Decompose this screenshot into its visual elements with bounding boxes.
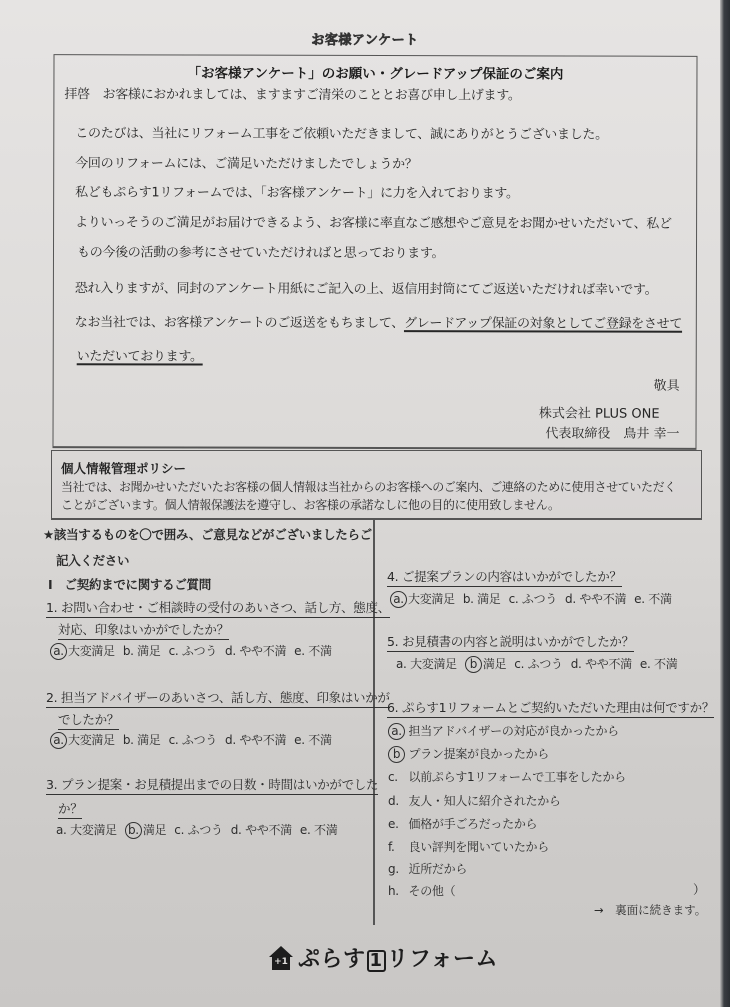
question-1: 1. お問い合わせ・ご相談時の受付のあいさつ、話し方、態度、 xyxy=(46,598,390,618)
letter-line: もの今後の活動の参考にさせていただければと思っております。 xyxy=(76,245,445,262)
reason-f[interactable]: f. 良い評判を聞いていたから xyxy=(388,840,549,854)
company-logo xyxy=(268,942,498,973)
option-a-selected[interactable]: a. 大変満足 xyxy=(50,731,115,749)
logo-text: ぷらす 1 リフォーム xyxy=(298,947,498,972)
reason-a-selected[interactable]: a. 担当アドバイザーの対応が良かったから xyxy=(388,722,619,740)
reason-c[interactable]: c. 以前ぷらす1リフォームで工事をしたから xyxy=(388,770,626,784)
option-e[interactable]: e. 不満 xyxy=(294,733,332,747)
option-b-selected[interactable]: b 満足 xyxy=(465,655,506,673)
privacy-policy-title: 個人情報管理ポリシー xyxy=(61,461,187,476)
option-b[interactable]: b. 満足 xyxy=(122,733,161,747)
question-3-cont: か？ xyxy=(58,799,82,819)
guarantee-prefix: なお当社では、お客様アンケートのご返送をもちまして、 xyxy=(74,315,405,332)
option-a-selected[interactable]: a. 大変満足 xyxy=(390,590,455,608)
guarantee-line-2 xyxy=(77,345,203,364)
option-e[interactable]: e. 不満 xyxy=(294,644,332,658)
question-4-options xyxy=(390,590,672,608)
page-edge-shadow xyxy=(720,0,730,1007)
continue-note: → 裏面に続きます。 xyxy=(594,903,707,917)
other-close-paren: ） xyxy=(693,882,706,897)
question-4: 4. ご提案プランの内容はいかがでしたか？ xyxy=(387,567,622,587)
question-3: 3. プラン提案・お見積提出までの日数・時間はいかがでした xyxy=(46,775,378,795)
reason-g[interactable]: g. 近所だから xyxy=(388,862,468,876)
house-icon xyxy=(268,945,294,971)
option-c[interactable]: c. ふつう xyxy=(168,644,217,658)
privacy-policy-text: ことがございます。個人情報保護法を遵守し、お客様の承諾なしに他の目的に使用致しません。 xyxy=(61,498,560,512)
option-c[interactable]: c. ふつう xyxy=(168,733,217,747)
letter-heading: 「お客様アンケート」のお願い・グレードアップ保証のご案内 xyxy=(187,65,564,83)
question-5-options xyxy=(396,655,677,673)
option-a[interactable]: a. 大変満足 xyxy=(56,823,117,837)
option-d[interactable]: d. やや不満 xyxy=(225,644,287,658)
option-e[interactable]: e. 不満 xyxy=(639,657,678,671)
reason-b-selected[interactable]: b プラン提案が良かったから xyxy=(388,745,549,763)
option-d[interactable]: d. やや不満 xyxy=(570,657,632,671)
letter-line: このたびは、当社にリフォーム工事をご依頼いただきまして、誠にありがとうございました。 xyxy=(75,126,608,143)
reason-h-other[interactable]: h. その他（ xyxy=(388,884,456,898)
question-1-options xyxy=(50,642,332,660)
question-2: 2. 担当アドバイザーのあいさつ、話し方、態度、印象はいかが xyxy=(46,688,390,708)
closing: 敬具 xyxy=(653,378,680,394)
option-c[interactable]: c. ふつう xyxy=(514,657,563,671)
instructions: 記入ください xyxy=(56,553,130,568)
question-2-cont: でしたか？ xyxy=(58,710,119,730)
option-e[interactable]: e. 不満 xyxy=(634,592,672,606)
section-title: Ⅰ ご契約までに関するご質問 xyxy=(48,577,211,592)
letter-line: 今回のリフォームには、ご満足いただけましたでしょうか？ xyxy=(75,156,418,173)
letter-box xyxy=(52,54,697,450)
option-b[interactable]: b. 満足 xyxy=(122,644,161,658)
option-d[interactable]: d. やや不満 xyxy=(230,823,292,837)
privacy-policy-box xyxy=(51,450,702,520)
question-1-cont: 対応、印象はいかがでしたか？ xyxy=(58,620,229,640)
question-3-options xyxy=(56,821,337,839)
option-c[interactable]: c. ふつう xyxy=(174,823,223,837)
reason-e[interactable]: e. 価格が手ごろだったから xyxy=(388,817,538,831)
reason-d[interactable]: d. 友人・知人に紹介されたから xyxy=(388,794,561,808)
question-5: 5. お見積書の内容と説明はいかがでしたか？ xyxy=(387,632,634,652)
svg-text:+1: +1 xyxy=(274,956,288,967)
letter-line: よりいっそうのご満足がお届けできるよう、お客様に率直なご感想やご意見をお聞かせいただいて、私ど xyxy=(75,215,672,232)
letter-greeting: 拝啓 お客様におかれましては、ますますご清栄のこととお喜び申し上げます。 xyxy=(64,87,521,104)
guarantee-underlined: グレードアップ保証の対象としてご登録をさせて xyxy=(403,316,683,332)
option-e[interactable]: e. 不満 xyxy=(299,823,338,837)
guarantee-underlined-2: いただいております。 xyxy=(76,349,203,365)
option-c[interactable]: c. ふつう xyxy=(508,592,557,606)
option-a-selected[interactable]: a. 大変満足 xyxy=(50,642,115,660)
instructions: ★該当するものを〇で囲み、ご意見などがございましたらご xyxy=(43,527,372,542)
column-divider xyxy=(373,520,375,925)
letter-line: 恐れ入りますが、同封のアンケート用紙にご記入の上、返信用封筒にてご返送いただければ幸いです。 xyxy=(74,281,658,298)
question-2-options xyxy=(50,731,332,749)
option-a[interactable]: a. 大変満足 xyxy=(396,657,457,671)
representative: 代表取締役 鳥井 幸一 xyxy=(545,426,680,442)
option-b-selected[interactable]: b. 満足 xyxy=(125,821,166,839)
guarantee-line xyxy=(75,311,682,332)
question-6: 6. ぷらす1リフォームとご契約いただいた理由は何ですか？ xyxy=(387,698,714,718)
page-title: お客様アンケート xyxy=(311,33,419,48)
letter-line: 私どもぷらす1リフォームでは、「お客様アンケート」に力を入れております。 xyxy=(75,185,519,202)
option-d[interactable]: d. やや不満 xyxy=(565,592,627,606)
option-b[interactable]: b. 満足 xyxy=(462,592,501,606)
privacy-policy-text: 当社では、お聞かせいただいたお客様の個人情報は当社からのお客様へのご案内、ご連絡のために使用させていただく xyxy=(61,480,676,494)
company-name: 株式会社 PLUS ONE xyxy=(538,406,660,422)
option-d[interactable]: d. やや不満 xyxy=(225,733,287,747)
